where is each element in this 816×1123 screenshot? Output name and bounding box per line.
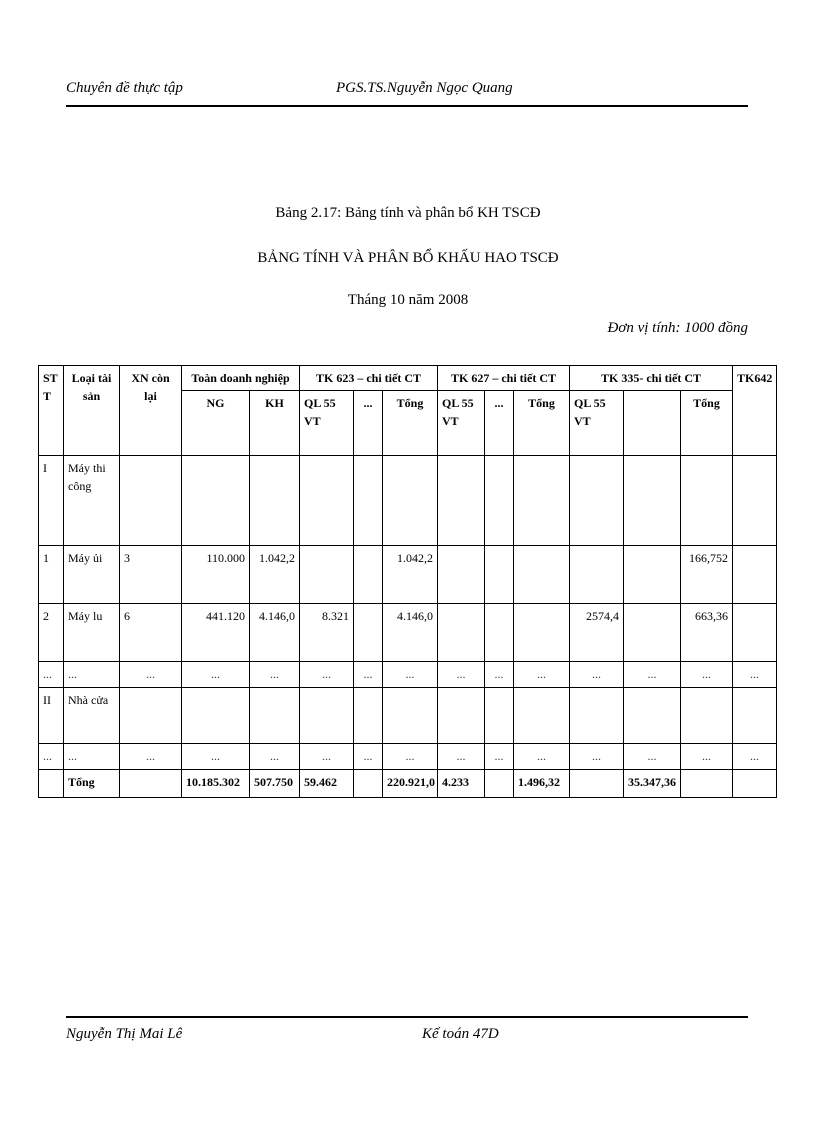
- cell: [354, 770, 383, 798]
- table-row: [39, 744, 777, 770]
- cell: [250, 688, 300, 744]
- cell-stt: 2: [39, 604, 64, 662]
- cell-total-tk627-ql55: 4.233: [438, 770, 485, 798]
- cell-tk335-total: 663,36: [681, 604, 733, 662]
- cell: ...: [182, 744, 250, 770]
- col-remaining-header: XN còn lại: [120, 366, 182, 456]
- cell: [681, 770, 733, 798]
- cell-total-tk623-ql55: 59.462: [300, 770, 354, 798]
- cell-tk623-ql55: 8.321: [300, 604, 354, 662]
- cell: ...: [354, 662, 383, 688]
- cell: ...: [733, 744, 777, 770]
- cell: ...: [681, 744, 733, 770]
- col-tk642-header: TK642: [733, 366, 777, 456]
- cell: ...: [570, 662, 624, 688]
- table-period: Tháng 10 năm 2008: [347, 292, 469, 308]
- cell-tk623-total: 1.042,2: [383, 546, 438, 604]
- cell: ...: [733, 662, 777, 688]
- cell-remaining: 3: [120, 546, 182, 604]
- cell: ...: [39, 744, 64, 770]
- table-row: [39, 662, 777, 688]
- cell: [733, 688, 777, 744]
- cell: [485, 456, 514, 546]
- cell: [300, 688, 354, 744]
- cell-tk623-more: [354, 546, 383, 604]
- cell: ...: [485, 662, 514, 688]
- cell-tk335-ql55: [570, 546, 624, 604]
- cell-ng: 110.000: [182, 546, 250, 604]
- cell: ...: [120, 744, 182, 770]
- depreciation-table: [38, 365, 777, 798]
- subcol-ng: NG: [182, 391, 250, 456]
- header-supervisor: PGS.TS.Nguyễn Ngọc Quang: [336, 80, 513, 96]
- cell-tk627-ql55: [438, 604, 485, 662]
- cell-tk335-blank: [624, 546, 681, 604]
- header-rule: [66, 105, 748, 107]
- cell: [354, 456, 383, 546]
- footer-class: Kế toán 47D: [422, 1026, 499, 1042]
- subcol-tk627-more: ...: [485, 391, 514, 456]
- cell-tk623-total: 4.146,0: [383, 604, 438, 662]
- cell: [383, 456, 438, 546]
- page-footer: [66, 1026, 748, 1048]
- cell: [570, 688, 624, 744]
- cell-stt: II: [39, 688, 64, 744]
- subcol-tk623-ql55: QL 55 VT: [300, 391, 354, 456]
- table-row: [39, 546, 777, 604]
- cell: [438, 456, 485, 546]
- cell-stt: [39, 770, 64, 798]
- cell: [120, 770, 182, 798]
- cell: ...: [485, 744, 514, 770]
- cell-kh: 1.042,2: [250, 546, 300, 604]
- cell: [485, 770, 514, 798]
- subcol-tk623-more: ...: [354, 391, 383, 456]
- cell: [120, 688, 182, 744]
- col-stt-header: ST T: [39, 366, 64, 456]
- cell: ...: [438, 662, 485, 688]
- subcol-tk335-total: Tổng: [681, 391, 733, 456]
- cell: ...: [182, 662, 250, 688]
- cell: ...: [300, 744, 354, 770]
- col-company-header: Toàn doanh nghiệp: [182, 366, 300, 391]
- cell-stt: I: [39, 456, 64, 546]
- table-row: [39, 688, 777, 744]
- cell: [514, 688, 570, 744]
- table-header-row: [39, 366, 777, 391]
- cell: [120, 456, 182, 546]
- cell: ...: [64, 662, 120, 688]
- cell-total-kh: 507.750: [250, 770, 300, 798]
- cell: ...: [250, 662, 300, 688]
- cell: [514, 456, 570, 546]
- cell: [182, 456, 250, 546]
- cell-remaining: 6: [120, 604, 182, 662]
- cell: ...: [514, 744, 570, 770]
- cell: ...: [383, 662, 438, 688]
- header-course: Chuyên đề thực tập: [66, 80, 183, 96]
- cell: ...: [514, 662, 570, 688]
- cell: ...: [354, 744, 383, 770]
- cell-tk627-ql55: [438, 546, 485, 604]
- cell-kh: 4.146,0: [250, 604, 300, 662]
- subcol-tk623-total: Tổng: [383, 391, 438, 456]
- cell-asset-type: Nhà cửa: [64, 688, 120, 744]
- table-caption: Bảng 2.17: Bảng tính và phân bổ KH TSCĐ: [275, 205, 541, 221]
- cell: ...: [570, 744, 624, 770]
- cell-ng: 441.120: [182, 604, 250, 662]
- cell: ...: [250, 744, 300, 770]
- table-row: [39, 604, 777, 662]
- cell-tk623-more: [354, 604, 383, 662]
- cell-total-tk623: 220.921,0: [383, 770, 438, 798]
- cell-tk335-ql55: 2574,4: [570, 604, 624, 662]
- unit-note: Đơn vị tính: 1000 đồng: [607, 320, 748, 336]
- cell: [438, 688, 485, 744]
- cell-asset-type: Máy lu: [64, 604, 120, 662]
- col-tk335-header: TK 335- chi tiết CT: [570, 366, 733, 391]
- cell-tk627-more: [485, 604, 514, 662]
- cell: ...: [120, 662, 182, 688]
- footer-author: Nguyễn Thị Mai Lê: [66, 1026, 183, 1042]
- cell-asset-type: Máy ủi: [64, 546, 120, 604]
- cell: ...: [39, 662, 64, 688]
- subcol-tk335-blank: [624, 391, 681, 456]
- cell-tk627-total: [514, 546, 570, 604]
- cell: ...: [383, 744, 438, 770]
- cell-tk627-total: [514, 604, 570, 662]
- cell: ...: [300, 662, 354, 688]
- cell: ...: [438, 744, 485, 770]
- cell: [681, 456, 733, 546]
- subcol-tk335-ql55: QL 55 VT: [570, 391, 624, 456]
- cell-tk642: [733, 604, 777, 662]
- cell-tk627-more: [485, 546, 514, 604]
- cell: [570, 456, 624, 546]
- subcol-tk627-total: Tổng: [514, 391, 570, 456]
- cell: [250, 456, 300, 546]
- col-tk627-header: TK 627 – chi tiết CT: [438, 366, 570, 391]
- cell: [733, 770, 777, 798]
- footer-rule: [66, 1016, 748, 1018]
- cell-total-ng: 10.185.302: [182, 770, 250, 798]
- cell-total-label: Tổng: [64, 770, 120, 798]
- cell-total-tk335: 35.347,36: [624, 770, 681, 798]
- table-row: [39, 456, 777, 546]
- subcol-tk627-ql55: QL 55 VT: [438, 391, 485, 456]
- cell: ...: [624, 744, 681, 770]
- cell: [624, 456, 681, 546]
- cell-asset-type: Máy thi công: [64, 456, 120, 546]
- table-title: BẢNG TÍNH VÀ PHÂN BỔ KHẤU HAO TSCĐ: [257, 250, 559, 266]
- cell: [182, 688, 250, 744]
- cell: [733, 456, 777, 546]
- cell: [485, 688, 514, 744]
- col-asset-type-header: Loại tài sản: [64, 366, 120, 456]
- subcol-kh: KH: [250, 391, 300, 456]
- cell-tk623-ql55: [300, 546, 354, 604]
- table-total-row: [39, 770, 777, 798]
- cell-total-tk627: 1.496,32: [514, 770, 570, 798]
- col-tk623-header: TK 623 – chi tiết CT: [300, 366, 438, 391]
- cell: ...: [624, 662, 681, 688]
- page-header: [66, 80, 748, 102]
- cell: [354, 688, 383, 744]
- cell: [570, 770, 624, 798]
- cell: [624, 688, 681, 744]
- cell: ...: [64, 744, 120, 770]
- cell-tk335-total: 166,752: [681, 546, 733, 604]
- cell: [300, 456, 354, 546]
- cell: ...: [681, 662, 733, 688]
- cell-stt: 1: [39, 546, 64, 604]
- cell-tk642: [733, 546, 777, 604]
- cell-tk335-blank: [624, 604, 681, 662]
- cell: [681, 688, 733, 744]
- cell: [383, 688, 438, 744]
